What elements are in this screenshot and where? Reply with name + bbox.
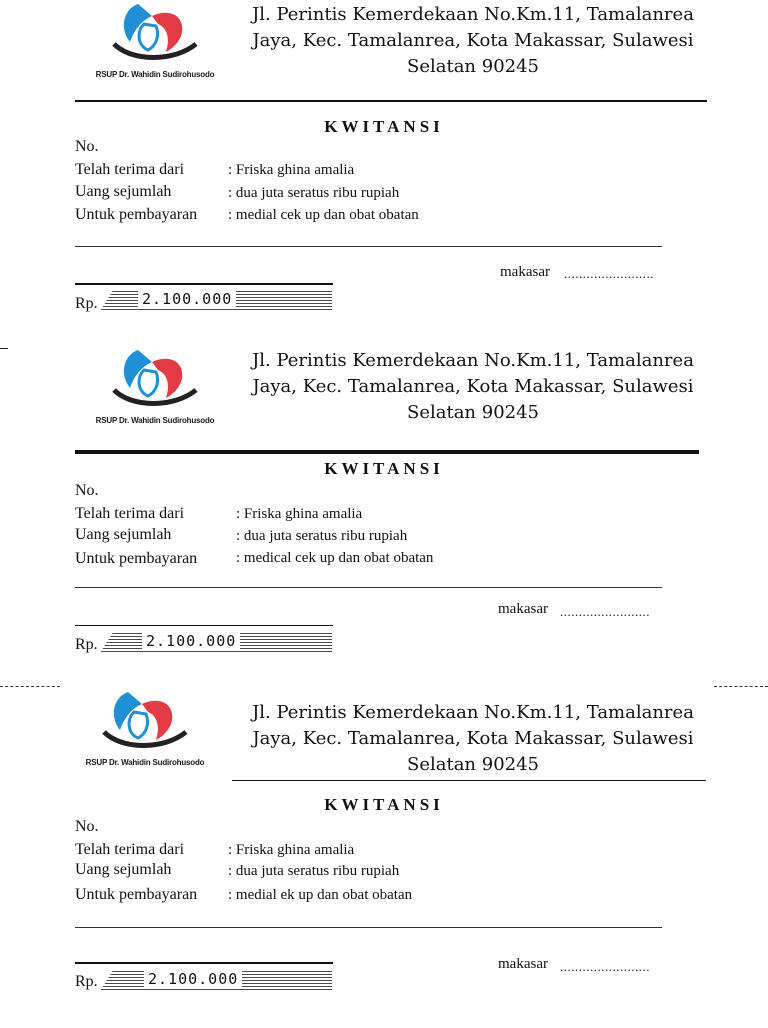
- header-rule: [232, 780, 706, 781]
- no-label: No.: [75, 818, 99, 835]
- header-rule: [75, 450, 699, 454]
- purpose-label: Untuk pembayaran: [75, 886, 198, 903]
- amount-value: 2.100.000: [144, 970, 242, 988]
- amount-words-value: : dua juta seratus ribu rupiah: [236, 528, 408, 544]
- amount-value: 2.100.000: [138, 290, 236, 308]
- divider-rule: [75, 246, 662, 247]
- purpose-value: : medial ek up dan obat obatan: [228, 887, 413, 903]
- logo-caption: RSUP Dr. Wahidin Sudirohusodo: [95, 416, 215, 425]
- received-from-value: : Friska ghina amalia: [228, 842, 355, 858]
- logo-caption: RSUP Dr. Wahidin Sudirohusodo: [95, 70, 215, 79]
- rp-label: Rp.: [75, 636, 98, 653]
- receipt-title: KWITANSI: [324, 459, 444, 478]
- purpose-label: Untuk pembayaran: [75, 206, 198, 223]
- receipt-2: [0, 346, 768, 686]
- purpose-label: Untuk pembayaran: [75, 550, 198, 567]
- no-label: No.: [75, 138, 99, 155]
- place-label: makasar: [498, 956, 548, 972]
- no-label: No.: [75, 482, 99, 499]
- amount-words-value: : dua juta seratus ribu rupiah: [228, 185, 400, 201]
- header-rule: [75, 100, 707, 102]
- hospital-emblem-icon: [108, 346, 202, 412]
- hospital-emblem-icon: [98, 688, 192, 754]
- hospital-logo: [90, 346, 220, 428]
- purpose-value: : medial cek up dan obat obatan: [228, 207, 419, 223]
- divider-rule: [75, 587, 662, 588]
- received-from-label: Telah terima dari: [75, 161, 185, 178]
- hospital-address: Jl. Perintis Kemerdekaan No.Km.11, Tamalanrea Jaya, Kec. Tamalanrea, Kota Makassar, Sulawesi Selatan 90245: [252, 350, 694, 423]
- cut-line-left: [0, 686, 60, 687]
- hospital-address: Jl. Perintis Kemerdekaan No.Km.11, Tamalanrea Jaya, Kec. Tamalanrea, Kota Makassar, Sulawesi Selatan 90245: [252, 4, 694, 77]
- amount-box: [100, 289, 332, 311]
- amount-box: [100, 631, 332, 653]
- received-from-label: Telah terima dari: [75, 841, 185, 858]
- amount-box: [100, 969, 332, 991]
- hospital-address: Jl. Perintis Kemerdekaan No.Km.11, Tamalanrea Jaya, Kec. Tamalanrea, Kota Makassar, Sulawesi Selatan 90245: [252, 702, 694, 775]
- amount-top-rule: [75, 283, 333, 285]
- place-label: makasar: [500, 264, 550, 280]
- receipt-1: [0, 0, 768, 340]
- cut-line-right: [714, 686, 768, 687]
- rp-label: Rp.: [75, 295, 98, 312]
- amount-top-rule: [75, 962, 333, 964]
- hospital-logo: [90, 0, 220, 82]
- amount-words-label: Uang sejumlah: [75, 861, 172, 878]
- hospital-emblem-icon: [108, 0, 202, 66]
- received-from-label: Telah terima dari: [75, 505, 185, 522]
- divider-rule: [75, 927, 662, 928]
- logo-caption: RSUP Dr. Wahidin Sudirohusodo: [85, 758, 205, 767]
- receipt-title: KWITANSI: [324, 795, 444, 814]
- date-dotted-line: ........................: [560, 604, 650, 619]
- receipt-3: [0, 688, 768, 1028]
- received-from-value: : Friska ghina amalia: [228, 162, 355, 178]
- amount-value: 2.100.000: [142, 632, 240, 650]
- amount-top-rule: [75, 625, 333, 626]
- date-dotted-line: ........................: [564, 266, 654, 281]
- amount-words-label: Uang sejumlah: [75, 526, 172, 543]
- amount-words-value: : dua juta seratus ribu rupiah: [228, 863, 400, 879]
- place-label: makasar: [498, 601, 548, 617]
- date-dotted-line: ........................: [560, 959, 650, 974]
- rp-label: Rp.: [75, 973, 98, 990]
- amount-words-label: Uang sejumlah: [75, 183, 172, 200]
- hospital-logo: [80, 688, 210, 770]
- received-from-value: : Friska ghina amalia: [236, 506, 363, 522]
- purpose-value: : medical cek up dan obat obatan: [236, 550, 434, 566]
- receipt-title: KWITANSI: [324, 117, 444, 136]
